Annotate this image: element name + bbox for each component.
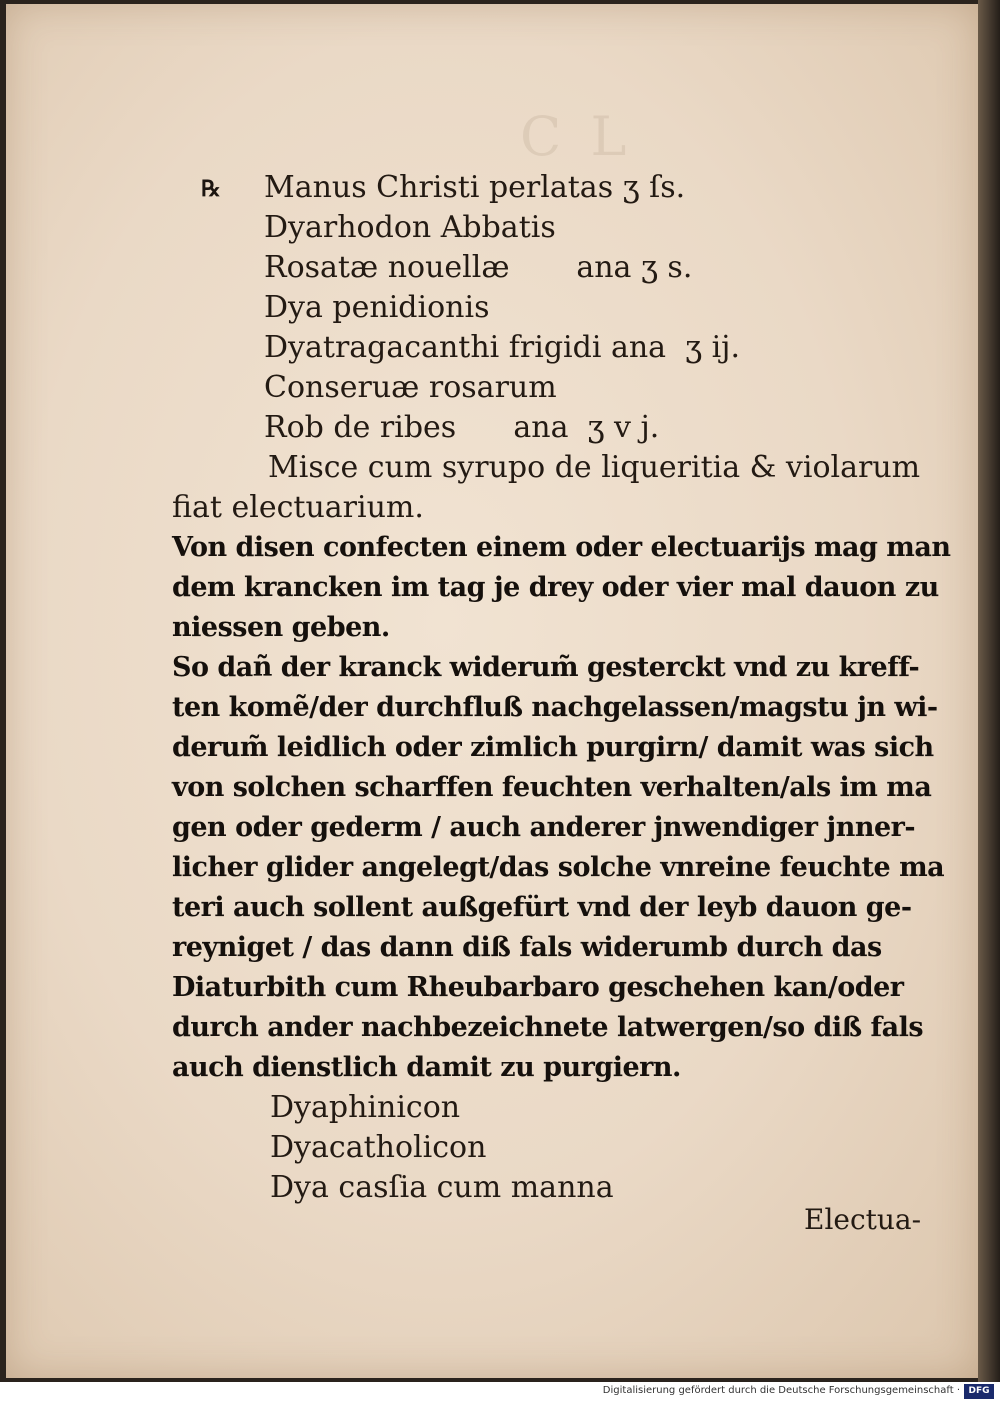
footer-credit: Digitalisierung gefördert durch die Deutsche Forschungsgemeinschaft · [602,1385,960,1396]
text-line: So dañ der kranck widerum̃ gesterckt vnd zu kreff- [172,652,920,683]
text-line: durch ander nachbezeichnete latwergen/so diß fals [172,1012,924,1043]
text-line: Dya penidionis [264,290,490,325]
text-line: Dyatragacanthi frigidi ana ʒ ij. [264,330,741,365]
text-line: Dyacatholicon [270,1130,487,1165]
dfg-logo: DFG [964,1384,994,1399]
text-line: teri auch sollent außgefürt vnd der leyb dauon ge- [172,892,912,923]
text-line: Rosatæ nouellæ ana ʒ s. [264,250,693,285]
text-line: fiat electuarium. [172,490,424,525]
text-line: dem krancken im tag je drey oder vier mal dauon zu [172,572,939,603]
text-line: gen oder gederm / auch anderer jnwendiger jnner- [172,812,916,843]
text-line: ten komẽ/der durchfluß nachgelassen/magstu jn wi- [172,692,938,723]
text-line: Von disen confecten einem oder electuarijs mag man [172,532,951,563]
text-line: reyniget / das dann diß fals widerumb durch das [172,932,882,963]
text-line: derum̃ leidlich oder zimlich purgirn/ damit was sich [172,732,934,763]
text-line: Manus Christi perlatas ʒ ſs. [264,170,686,205]
page-edge [978,0,1000,1382]
text-line: Dyarhodon Abbatis [264,210,556,245]
text-line: licher glider angelegt/das solche vnreine feuchte ma [172,852,945,883]
text-line: Misce cum syrupo de liqueritia & violarum [268,450,921,485]
text-line: von solchen scharffen feuchten verhalten/als im ma [172,772,932,803]
recipe-symbol: ℞ [201,176,221,202]
text-line: niessen geben. [172,612,390,643]
text-line: auch dienstlich damit zu purgiern. [172,1052,681,1083]
text-line: Rob de ribes ana ʒ v j. [264,410,660,445]
footer-bar [0,1382,1000,1402]
text-line: Diaturbith cum Rheubarbaro geschehen kan/oder [172,972,904,1003]
text-line: Conseruæ rosarum [264,370,557,405]
catchword: Electua- [804,1203,922,1236]
show-through-bleed: C L [520,105,633,168]
text-line: Dya casſia cum manna [270,1170,614,1205]
text-line: Dyaphinicon [270,1090,461,1125]
